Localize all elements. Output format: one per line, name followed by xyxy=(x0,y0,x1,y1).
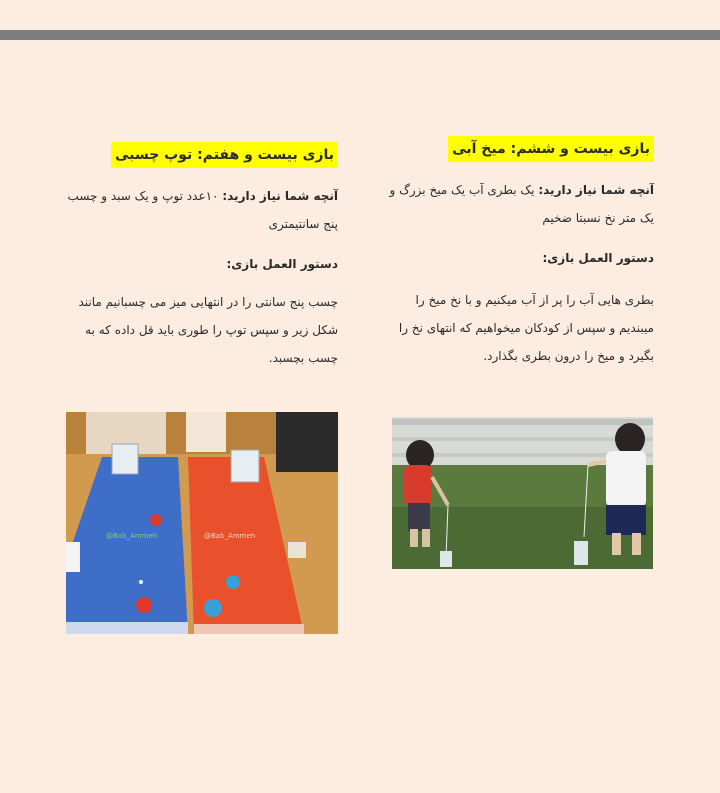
game-27-needs xyxy=(66,182,338,238)
game-26-title: بازی بیست و ششم: میخ آبی xyxy=(448,136,654,162)
game-26-needs-label: آنچه شما نیاز دارید: xyxy=(538,183,654,197)
game-27-needs-label: آنچه شما نیاز دارید: xyxy=(222,189,338,203)
game-26-photo xyxy=(392,417,653,569)
game-26-instructions-text: بطری هایی آب را پر از آب میکنیم و با نخ میخ را میبندیم و سپس از کودکان میخواهیم که انتهای نخ را بگیرد و میخ را درون بطری بگذارد. xyxy=(398,293,654,363)
game-26-needs xyxy=(384,176,654,232)
top-margin xyxy=(0,0,720,30)
game-26-instructions-label: دستور العمل بازی: xyxy=(542,251,654,265)
photo-watermark-red: @Bab_Ammeh xyxy=(204,532,256,540)
game-27-needs-text: ۱۰عدد توپ و یک سبد و چسب پنج سانتیمتری xyxy=(67,189,338,231)
top-divider-bar xyxy=(0,30,720,40)
game-26-needs-text: یک بطری آب یک میخ بزرگ و یک متر نخ نسبتا ضخیم xyxy=(389,183,654,225)
game-27-instructions-label: دستور العمل بازی: xyxy=(226,257,338,271)
photo-watermark-blue: @Bab_Ammeh xyxy=(106,532,158,540)
game-27-photo xyxy=(66,412,338,634)
game-27-instructions-text: چسب پنج سانتی را در انتهایی میز می چسبانیم مانند شکل زیر و سپس توپ را طوری باید قل داده که به چسب بچسبد. xyxy=(78,295,338,365)
game-27-title: بازی بیست و هفتم: توپ چسبی xyxy=(111,142,338,168)
